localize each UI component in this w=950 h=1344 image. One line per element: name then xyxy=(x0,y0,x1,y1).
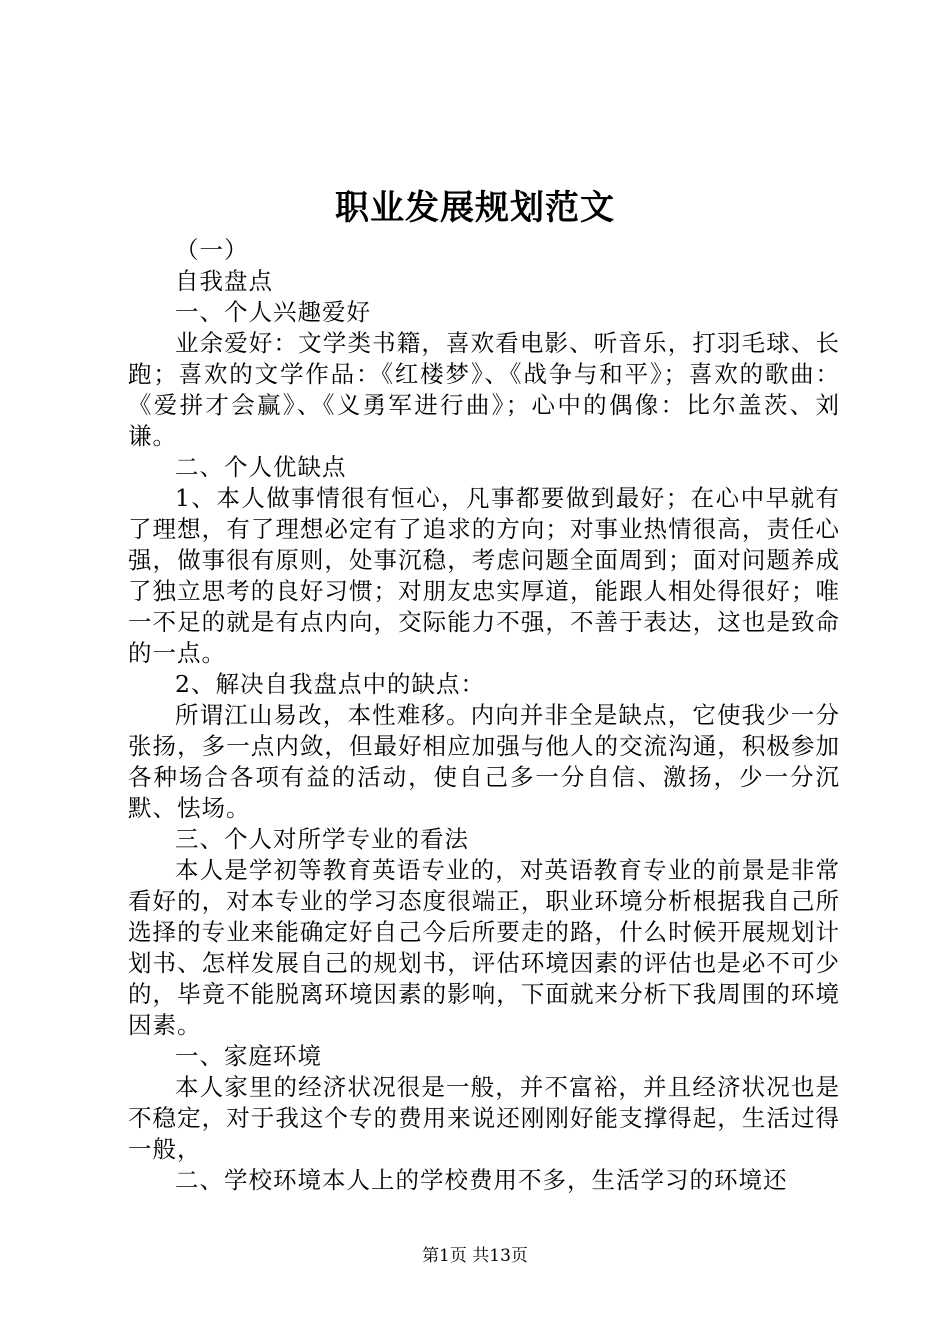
paragraph-strengths: 1、本人做事情很有恒心，凡事都要做到最好；在心中早就有了理想，有了理想必定有了追求的方向；对事业热情很高，责任心强，做事很有原则，处事沉稳，考虑问题全面周到；面对问题养成了独立思考的良好习惯；对朋友忠实厚道，能跟人相处得很好；唯一不足的就是有点内向，交际能力不强，不善于表达，这也是致命的一点。 xyxy=(128,484,840,667)
page-number: 第1页 共13页 xyxy=(422,1246,528,1266)
paragraph-school: 二、学校环境本人上的学校费用不多，生活学习的环境还 xyxy=(175,1166,788,1194)
section-marker: （一） xyxy=(175,236,249,264)
heading-interests: 一、个人兴趣爱好 xyxy=(175,298,371,326)
document-body xyxy=(128,235,840,1196)
heading-strengths-weaknesses: 二、个人优缺点 xyxy=(175,453,347,481)
heading-major-view: 三、个人对所学专业的看法 xyxy=(175,825,469,853)
paragraph-family: 本人家里的经济状况很是一般，并不富裕，并且经济状况也是不稳定，对于我这个专的费用来说还刚刚好能支撑得起，生活过得一般， xyxy=(128,1073,840,1163)
paragraph-solution: 所谓江山易改，本性难移。内向并非全是缺点，它使我少一分张扬，多一点内敛，但最好相应加强与他人的交流沟通，积极参加各种场合各项有益的活动，使自己多一分自信、激扬，少一分沉默、怯场。 xyxy=(128,701,840,822)
paragraph-major: 本人是学初等教育英语专业的，对英语教育专业的前景是非常看好的，对本专业的学习态度很端正，职业环境分析根据我自己所选择的专业来能确定好自己今后所要走的路，什么时候开展规划计划书、怎样发展自己的规划书，评估环境因素的评估也是必不可少的，毕竟不能脱离环境因素的影响，下面就来分析下我周围的环境因素。 xyxy=(128,856,840,1039)
heading-self-inventory: 自我盘点 xyxy=(175,267,273,295)
document-title: 职业发展规划范文 xyxy=(335,188,615,228)
heading-solve-weaknesses: 2、解决自我盘点中的缺点： xyxy=(175,670,485,698)
paragraph-hobbies: 业余爱好：文学类书籍，喜欢看电影、听音乐，打羽毛球、长跑；喜欢的文学作品：《红楼梦》、《战争与和平》；喜欢的歌曲：《爱拼才会赢》、《义勇军进行曲》；心中的偶像：比尔盖茨、刘谦。 xyxy=(128,329,840,450)
heading-family-environment: 一、家庭环境 xyxy=(175,1042,322,1070)
